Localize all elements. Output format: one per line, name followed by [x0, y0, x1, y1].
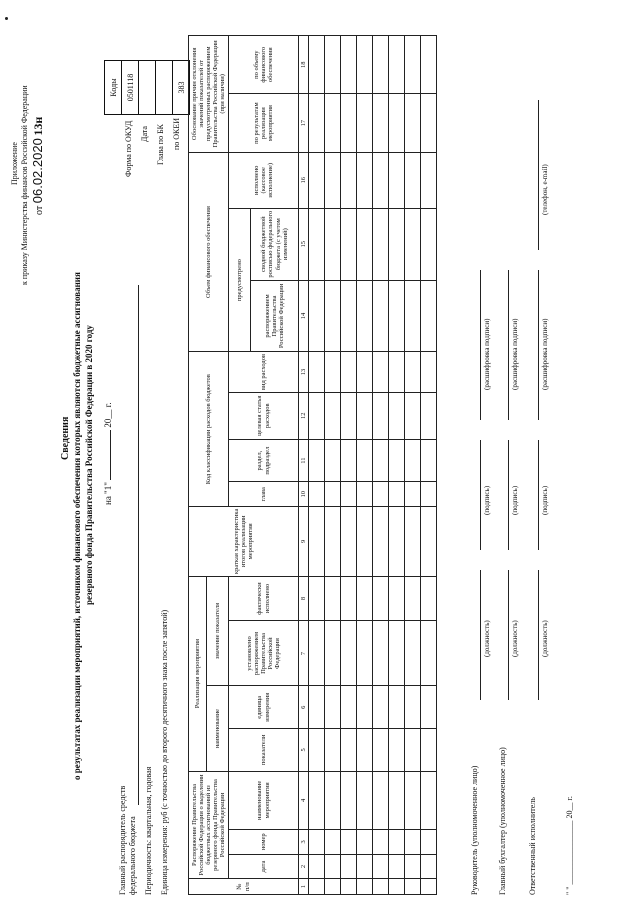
- table-cell[interactable]: [357, 36, 373, 94]
- date-value: [139, 61, 156, 115]
- table-cell[interactable]: [373, 280, 389, 352]
- table-cell[interactable]: [373, 576, 389, 621]
- table-cell[interactable]: [309, 830, 325, 855]
- table-cell[interactable]: [357, 352, 373, 392]
- table-cell[interactable]: [389, 36, 405, 94]
- table-cell[interactable]: [389, 507, 405, 577]
- order-number: 13н: [31, 116, 45, 136]
- table-row: [325, 36, 341, 895]
- table-cell[interactable]: [341, 879, 357, 895]
- table-cell[interactable]: [373, 879, 389, 895]
- col-realization-header: Реализация мероприятия: [189, 576, 207, 771]
- col-order-header: Распоряжение Правительства Российской Федерации о выделении бюджетных ассигнований из резервного фонда Правительства Российской Федерации: [189, 771, 229, 879]
- col-glava-header: глава: [229, 482, 299, 507]
- sig-accountant-decoding: (расшифровка подписи): [511, 318, 519, 390]
- sig-head-label: Руководитель (уполномоченное лицо): [470, 765, 479, 895]
- field-main-manager: Главный распорядитель средств: [118, 785, 127, 895]
- table-cell[interactable]: [405, 482, 421, 507]
- table-cell[interactable]: [373, 771, 389, 829]
- table-cell[interactable]: [421, 482, 437, 507]
- table-cell[interactable]: [373, 94, 389, 152]
- col-exec-header: исполнено (кассовое исполнение): [229, 152, 299, 208]
- col-number-header: № п/п: [189, 879, 299, 895]
- table-row: [421, 36, 437, 895]
- table-cell[interactable]: [325, 879, 341, 895]
- table-cell[interactable]: [421, 152, 437, 208]
- table-cell[interactable]: [325, 771, 341, 829]
- table-cell[interactable]: [405, 621, 421, 686]
- table-cell[interactable]: [325, 507, 341, 577]
- column-number-3: 3: [299, 830, 309, 855]
- table-cell[interactable]: [389, 94, 405, 152]
- col-date-header: дата: [229, 854, 299, 879]
- table-cell[interactable]: [405, 36, 421, 94]
- table-row: [389, 36, 405, 895]
- table-cell[interactable]: [309, 392, 325, 439]
- table-cell[interactable]: [389, 830, 405, 855]
- table-cell[interactable]: [389, 576, 405, 621]
- table-cell[interactable]: [309, 94, 325, 152]
- table-cell[interactable]: [309, 36, 325, 94]
- table-cell[interactable]: [373, 36, 389, 94]
- table-cell[interactable]: [405, 729, 421, 772]
- sig-head-position: (должность): [483, 620, 491, 657]
- col-indicator-header: показатели: [229, 729, 299, 772]
- col-name-header: наименование: [207, 686, 229, 771]
- table-cell[interactable]: [389, 439, 405, 482]
- table-cell[interactable]: [373, 830, 389, 855]
- report-date-prefix: на "1": [103, 482, 113, 505]
- sig-executor-label: Ответственный исполнитель: [528, 797, 537, 895]
- table-cell[interactable]: [309, 771, 325, 829]
- column-number-9: 9: [299, 507, 309, 577]
- table-cell[interactable]: [325, 152, 341, 208]
- sig-executor-phone: (телефон, e-mail): [541, 164, 549, 215]
- table-cell[interactable]: [357, 482, 373, 507]
- table-cell[interactable]: [325, 621, 341, 686]
- table-cell[interactable]: [421, 439, 437, 482]
- table-cell[interactable]: [373, 482, 389, 507]
- column-number-7: 7: [299, 621, 309, 686]
- col-set-header: установлено распоряжением Правительства Российской Федерации: [229, 621, 299, 686]
- column-number-row: [299, 36, 309, 895]
- table-cell[interactable]: [373, 854, 389, 879]
- table-cell[interactable]: [341, 352, 357, 392]
- codes-header: Коды: [105, 61, 122, 115]
- table-cell[interactable]: [421, 771, 437, 829]
- col-by-order-header: распоряжением Правительства Российской Федерации: [251, 280, 299, 352]
- table-cell[interactable]: [325, 392, 341, 439]
- table-cell[interactable]: [341, 36, 357, 94]
- table-cell[interactable]: [325, 439, 341, 482]
- table-cell[interactable]: [389, 352, 405, 392]
- table-cell[interactable]: [309, 621, 325, 686]
- field-unit: Единица измерения: руб (с точностью до второго десятичного знака после запятой): [160, 609, 169, 895]
- table-cell[interactable]: [421, 729, 437, 772]
- table-cell[interactable]: [357, 507, 373, 577]
- table-cell[interactable]: [421, 854, 437, 879]
- table-cell[interactable]: [405, 771, 421, 829]
- column-number-1: 1: [299, 879, 309, 895]
- table-cell[interactable]: [357, 729, 373, 772]
- column-number-4: 4: [299, 771, 309, 829]
- table-cell[interactable]: [325, 729, 341, 772]
- sig-executor-signature: (подпись): [541, 485, 549, 515]
- table-cell[interactable]: [421, 208, 437, 280]
- appendix-label: Приложение: [10, 142, 19, 185]
- bk-label: Глава по БК: [156, 124, 165, 165]
- column-number-12: 12: [299, 392, 309, 439]
- order-date: 06.02.2020: [30, 138, 45, 204]
- date-code-label: Дата: [140, 126, 149, 142]
- table-cell[interactable]: [341, 152, 357, 208]
- table-cell[interactable]: [357, 280, 373, 352]
- table-cell[interactable]: [357, 152, 373, 208]
- table-cell[interactable]: [421, 36, 437, 94]
- table-cell[interactable]: [325, 280, 341, 352]
- table-cell[interactable]: [325, 686, 341, 729]
- table-cell[interactable]: [357, 392, 373, 439]
- table-cell[interactable]: [357, 94, 373, 152]
- table-cell[interactable]: [357, 771, 373, 829]
- table-cell[interactable]: [309, 686, 325, 729]
- table-cell[interactable]: [405, 152, 421, 208]
- order-reference: к приказу Министерства финансов Российской Федерации: [20, 85, 29, 285]
- table-cell[interactable]: [341, 830, 357, 855]
- table-cell[interactable]: [373, 392, 389, 439]
- sig-accountant-signature: (подпись): [511, 485, 519, 515]
- table-cell[interactable]: [341, 439, 357, 482]
- table-cell[interactable]: [325, 36, 341, 94]
- table-cell[interactable]: [373, 208, 389, 280]
- table-cell[interactable]: [341, 208, 357, 280]
- okud-value: 0501118: [122, 61, 139, 115]
- codes-table: [104, 60, 190, 115]
- table-cell[interactable]: [405, 352, 421, 392]
- field-periodicity: Периодичность: квартальная, годовая: [144, 766, 153, 895]
- table-cell[interactable]: [309, 729, 325, 772]
- table-cell[interactable]: [309, 576, 325, 621]
- table-cell[interactable]: [357, 208, 373, 280]
- table-cell[interactable]: [421, 352, 437, 392]
- col-budget-header: сводной бюджетной росписью федерального бюджета (с учетом изменений): [251, 208, 299, 280]
- table-cell[interactable]: [373, 729, 389, 772]
- table-cell[interactable]: [421, 94, 437, 152]
- table-cell[interactable]: [341, 621, 357, 686]
- table-cell[interactable]: [373, 439, 389, 482]
- bk-value: [156, 61, 173, 115]
- table-cell[interactable]: [341, 280, 357, 352]
- table-cell[interactable]: [405, 830, 421, 855]
- table-cell[interactable]: [341, 507, 357, 577]
- table-cell[interactable]: [405, 439, 421, 482]
- col-vr-header: вид расходов: [229, 352, 299, 392]
- order-date-prefix: от: [34, 205, 45, 215]
- table-cell[interactable]: [309, 352, 325, 392]
- sig-head-signature: (подпись): [483, 485, 491, 515]
- table-cell[interactable]: [389, 621, 405, 686]
- document-subtitle-1: о результатах реализации мероприятий, источником финансового обеспечения которых являются бюджетные ассигнования: [72, 272, 82, 780]
- table-cell[interactable]: [405, 392, 421, 439]
- okud-label: Форма по ОКУД: [124, 120, 133, 177]
- table-cell[interactable]: [341, 576, 357, 621]
- table-cell[interactable]: [325, 352, 341, 392]
- column-number-5: 5: [299, 729, 309, 772]
- col-actual-header: фактически исполнено: [229, 576, 299, 621]
- table-cell[interactable]: [389, 729, 405, 772]
- document-title: Сведения: [60, 416, 71, 460]
- table-cell[interactable]: [341, 771, 357, 829]
- col-volume-header: Объем финансового обеспечения: [189, 152, 229, 352]
- sig-date-line: " " ________________ 20__ г.: [565, 796, 574, 895]
- table-cell[interactable]: [373, 152, 389, 208]
- col-razdel-header: раздел, подраздел: [229, 439, 299, 482]
- table-cell[interactable]: [389, 482, 405, 507]
- table-cell[interactable]: [309, 280, 325, 352]
- table-cell[interactable]: [357, 686, 373, 729]
- table-cell[interactable]: [309, 152, 325, 208]
- col-by-results-header: по результатам реализации мероприятия: [229, 94, 299, 152]
- col-csr-header: целевая статья расходов: [229, 392, 299, 439]
- table-cell[interactable]: [389, 771, 405, 829]
- table-cell[interactable]: [405, 686, 421, 729]
- column-number-11: 11: [299, 439, 309, 482]
- field-federal-budget: федерального бюджета: [128, 816, 137, 895]
- table-cell[interactable]: [373, 507, 389, 577]
- sig-executor-decoding: (расшифровка подписи): [541, 318, 549, 390]
- table-cell[interactable]: [421, 879, 437, 895]
- col-unit-header: единица измерения: [229, 686, 299, 729]
- table-cell[interactable]: [421, 621, 437, 686]
- table-cell[interactable]: [309, 439, 325, 482]
- table-cell[interactable]: [309, 854, 325, 879]
- table-cell[interactable]: [341, 482, 357, 507]
- table-cell[interactable]: [405, 879, 421, 895]
- column-number-14: 14: [299, 280, 309, 352]
- table-cell[interactable]: [309, 482, 325, 507]
- sig-head-decoding: (расшифровка подписи): [483, 318, 491, 390]
- column-number-16: 16: [299, 152, 309, 208]
- table-cell[interactable]: [341, 94, 357, 152]
- table-cell[interactable]: [405, 94, 421, 152]
- table-cell[interactable]: [373, 686, 389, 729]
- column-number-2: 2: [299, 854, 309, 879]
- table-cell[interactable]: [421, 507, 437, 577]
- okei-label: по ОКЕИ: [172, 117, 181, 150]
- order-date-line: [30, 117, 46, 215]
- column-number-15: 15: [299, 208, 309, 280]
- table-row: [405, 36, 421, 895]
- table-cell[interactable]: [405, 576, 421, 621]
- table-cell[interactable]: [421, 830, 437, 855]
- table-cell[interactable]: [357, 576, 373, 621]
- table-cell[interactable]: [357, 854, 373, 879]
- column-number-8: 8: [299, 576, 309, 621]
- column-number-10: 10: [299, 482, 309, 507]
- sig-accountant-label: Главный бухгалтер (уполномоченное лицо): [498, 747, 507, 895]
- table-cell[interactable]: [389, 854, 405, 879]
- table-cell[interactable]: [309, 879, 325, 895]
- column-number-13: 13: [299, 352, 309, 392]
- table-cell[interactable]: [421, 392, 437, 439]
- table-cell[interactable]: [309, 208, 325, 280]
- table-cell[interactable]: [405, 208, 421, 280]
- table-cell[interactable]: [357, 830, 373, 855]
- table-row: [357, 36, 373, 895]
- table-cell[interactable]: [325, 482, 341, 507]
- table-row: [341, 36, 357, 895]
- col-value-header: значение показателя: [207, 576, 229, 686]
- table-cell[interactable]: [389, 208, 405, 280]
- table-cell[interactable]: [325, 94, 341, 152]
- okei-value: 383: [173, 61, 190, 115]
- document-subtitle-2: резервного фонда Правительства Российской Федерации в 2020 году: [84, 325, 94, 605]
- table-row: [309, 36, 325, 895]
- table-cell[interactable]: [309, 507, 325, 577]
- table-cell[interactable]: [341, 729, 357, 772]
- table-cell[interactable]: [341, 686, 357, 729]
- table-cell[interactable]: [357, 439, 373, 482]
- col-kbk-header: Код классификации расходов бюджетов: [189, 352, 229, 507]
- report-date-line: [103, 402, 113, 505]
- table-cell[interactable]: [389, 280, 405, 352]
- table-cell[interactable]: [325, 830, 341, 855]
- col-reason-header: Обоснование причин отклонения значений показателей от предусмотренных распоряжением Правительства Российской Федерации (при наличии): [189, 36, 229, 153]
- table-cell[interactable]: [421, 686, 437, 729]
- report-date-year: 20__ г.: [103, 402, 113, 428]
- table-cell[interactable]: [325, 854, 341, 879]
- sig-executor-position: (должность): [541, 620, 549, 657]
- table-cell[interactable]: [325, 208, 341, 280]
- table-cell[interactable]: [325, 576, 341, 621]
- table-cell[interactable]: [341, 854, 357, 879]
- column-number-18: 18: [299, 36, 309, 94]
- col-order-number-header: номер: [229, 830, 299, 855]
- table-cell[interactable]: [405, 507, 421, 577]
- col-event-name-header: наименование мероприятия: [229, 771, 299, 829]
- table-cell[interactable]: [373, 352, 389, 392]
- table-cell[interactable]: [373, 621, 389, 686]
- column-number-17: 17: [299, 94, 309, 152]
- table-cell[interactable]: [421, 280, 437, 352]
- scan-dot: [5, 17, 8, 20]
- table-cell[interactable]: [357, 879, 373, 895]
- col-brief-header: краткая характеристика итогов реализации мероприятия: [189, 507, 299, 577]
- sig-accountant-position: (должность): [511, 620, 519, 657]
- col-by-funding-header: по объему финансового обеспечения: [229, 36, 299, 94]
- table-cell[interactable]: [389, 392, 405, 439]
- table-row: [373, 36, 389, 895]
- col-planned-header: предусмотрено: [229, 208, 251, 352]
- table-cell[interactable]: [405, 854, 421, 879]
- table-cell[interactable]: [389, 879, 405, 895]
- column-number-6: 6: [299, 686, 309, 729]
- table-cell[interactable]: [389, 686, 405, 729]
- table-cell[interactable]: [357, 621, 373, 686]
- results-table: [188, 35, 437, 895]
- table-cell[interactable]: [389, 152, 405, 208]
- table-cell[interactable]: [405, 280, 421, 352]
- table-cell[interactable]: [341, 392, 357, 439]
- table-cell[interactable]: [421, 576, 437, 621]
